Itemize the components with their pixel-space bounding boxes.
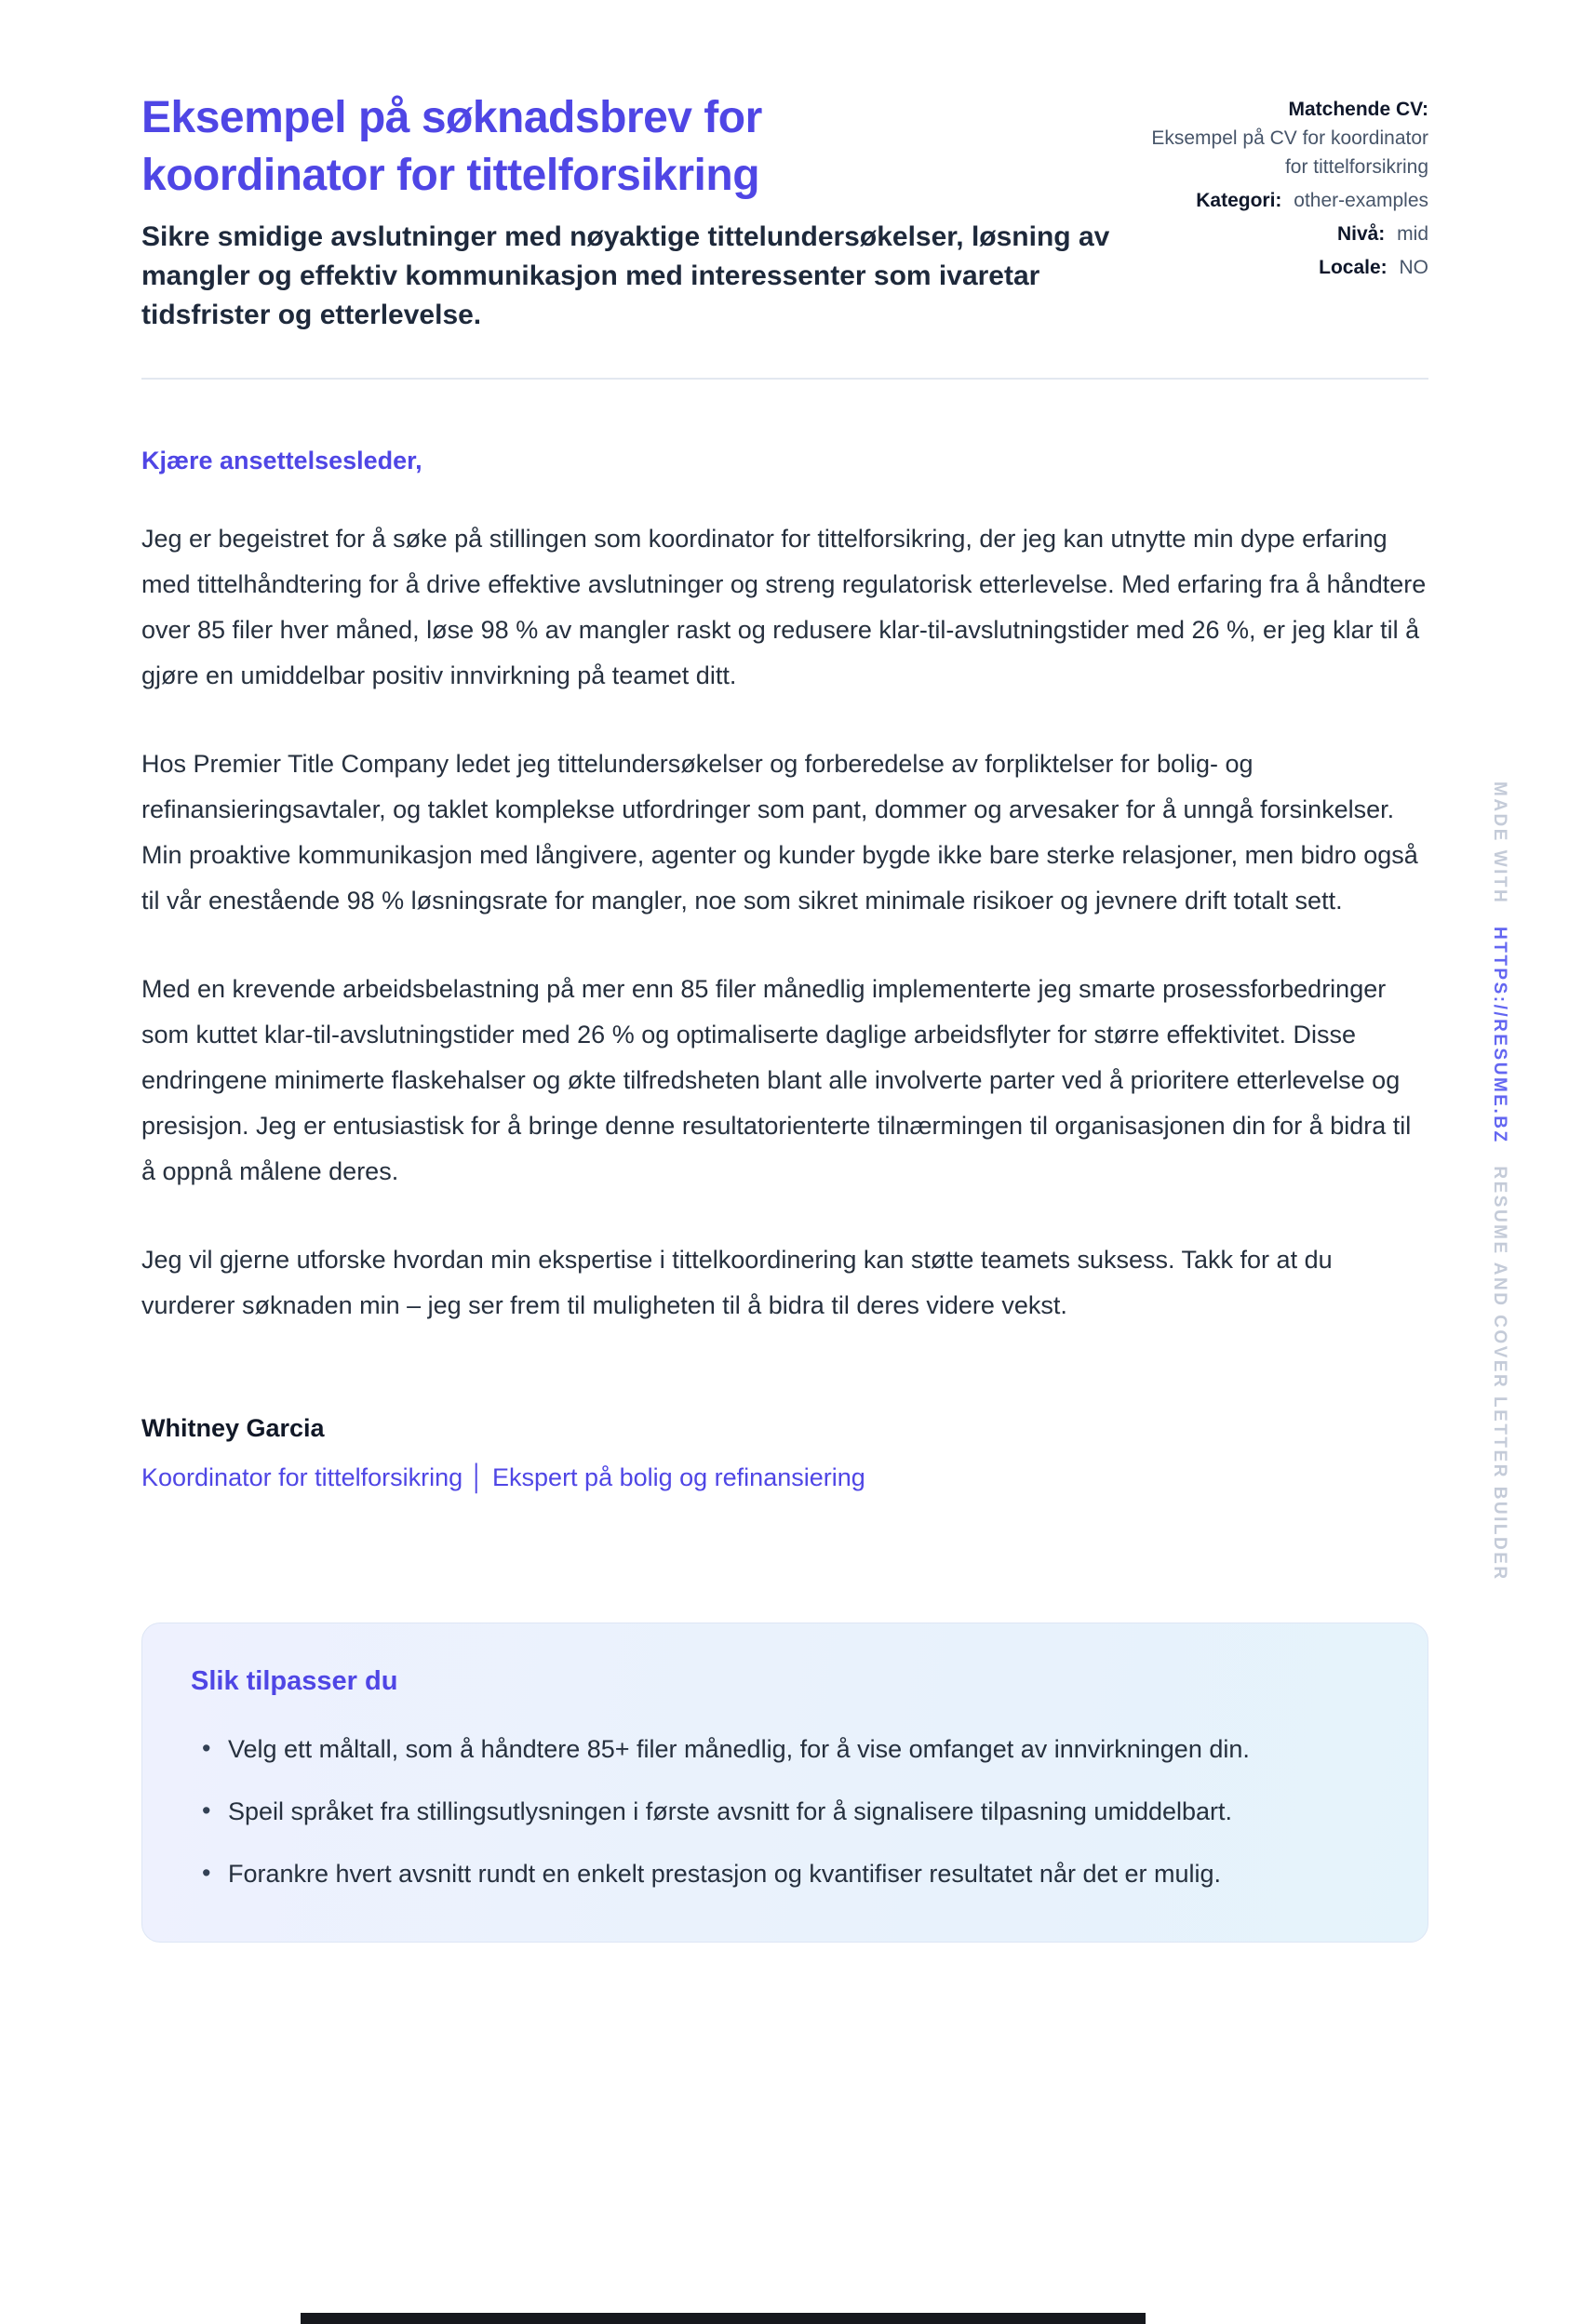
tip-text: Velg ett måltall, som å håndtere 85+ filer månedlig, for å vise omfanget av innvirkningen din. (228, 1735, 1250, 1763)
letter-paragraph-4: Jeg vil gjerne utforske hvordan min ekspertise i tittelkoordinering kan støtte teamets suksess. Takk for at du vurderer søknaden min – jeg ser frem til muligheten til å bidra til deres videre vekst. (141, 1246, 1333, 1319)
meta-label: Matchende CV: (1288, 99, 1428, 120)
tip-text: Speil språket fra stillingsutlysningen i første avsnitt for å signalisere tilpasning umiddelbart. (228, 1797, 1233, 1825)
tip-item (191, 1853, 1270, 1895)
bullet-icon: • (202, 1734, 211, 1762)
watermark-link[interactable]: HTTPS://RESUME.BZ (1490, 927, 1509, 1144)
meta-row-level (1149, 220, 1428, 248)
bullet-icon: • (202, 1859, 211, 1887)
letter-paragraph-3: Med en krevende arbeidsbelastning på mer enn 85 filer månedlig implementerte jeg smarte prosessforbedringer som kuttet klar-til-avslutningstider med 26 % og optimaliserte daglige arbeidsflyter for større effektivitet. Disse endringene minimerte flaskehalser og økte tilfredsheten blant alle involverte parter ved å prioritere etterlevelse og presisjon. Jeg er entusiastisk for å bringe denne resultatorienterte tilnærmingen til organisasjonen din for å bidra til å oppnå målene deres. (141, 975, 1412, 1185)
signature-role: Koordinator for tittelforsikring │ Ekspert på bolig og refinansiering (141, 1463, 865, 1491)
page-subtitle: Sikre smidige avslutninger med nøyaktige tittelundersøkelser, løsning av mangler og effektiv kommunikasjon med interessenter som ivaretar tidsfrister og etterlevelse. (141, 221, 1110, 330)
tips-box (141, 1623, 1428, 1943)
meta-value: mid (1397, 223, 1428, 245)
meta-value: Eksempel på CV for koordinator for tittelforsikring (1151, 127, 1428, 178)
watermark (1489, 781, 1509, 1582)
tip-item (191, 1791, 1270, 1833)
signature-name: Whitney Garcia (141, 1414, 325, 1442)
salutation: Kjære ansettelsesleder, (141, 447, 422, 474)
divider (141, 378, 1428, 380)
meta-label: Locale: (1319, 257, 1388, 278)
watermark-prefix: MADE WITH (1490, 781, 1509, 905)
meta-value: NO (1399, 257, 1428, 278)
meta-value: other-examples (1294, 190, 1428, 211)
tip-text: Forankre hvert avsnitt rundt en enkelt prestasjon og kvantifiser resultatet når det er mulig. (228, 1860, 1222, 1888)
meta-row-category (1149, 186, 1428, 215)
meta-row-matching-cv (1149, 95, 1428, 181)
page-title: Eksempel på søknadsbrev for koordinator for tittelforsikring (141, 93, 762, 200)
page-bottom-edge-bar (301, 2313, 1146, 2324)
meta-row-locale (1149, 253, 1428, 282)
header (141, 0, 1428, 335)
meta-panel (1149, 89, 1428, 335)
meta-label: Kategori: (1196, 190, 1282, 211)
bullet-icon: • (202, 1796, 211, 1824)
header-title-block (141, 89, 1112, 335)
letter-body (141, 447, 1428, 1492)
letter-paragraph-1: Jeg er begeistret for å søke på stillingen som koordinator for tittelforsikring, der jeg kan utnytte min dype erfaring med tittelhåndtering for å drive effektive avslutninger og streng regulatorisk etterlevelse. Med erfaring fra å håndtere over 85 filer hver måned, løse 98 % av mangler raskt og redusere klar-til-avslutningstider med 26 %, er jeg klar til å gjøre en umiddelbar positiv innvirkning på teamet ditt. (141, 525, 1427, 689)
tips-list (191, 1729, 1379, 1895)
tip-item (191, 1729, 1270, 1770)
tips-heading: Slik tilpasser du (191, 1666, 398, 1696)
letter-paragraph-2: Hos Premier Title Company ledet jeg tittelundersøkelser og forberedelse av forpliktelser for bolig- og refinansieringsavtaler, og taklet komplekse utfordringer som pant, dommer og arvesaker for å unngå forsinkelser. Min proaktive kommunikasjon med långivere, agenter og kunder bygde ikke bare sterke relasjoner, men bidro også til vår enestående 98 % løsningsrate for mangler, noe som sikret minimale risikoer og jevnere drift totalt sett. (141, 750, 1418, 915)
watermark-suffix: RESUME AND COVER LETTER BUILDER (1490, 1166, 1509, 1582)
meta-label: Nivå: (1336, 223, 1386, 245)
